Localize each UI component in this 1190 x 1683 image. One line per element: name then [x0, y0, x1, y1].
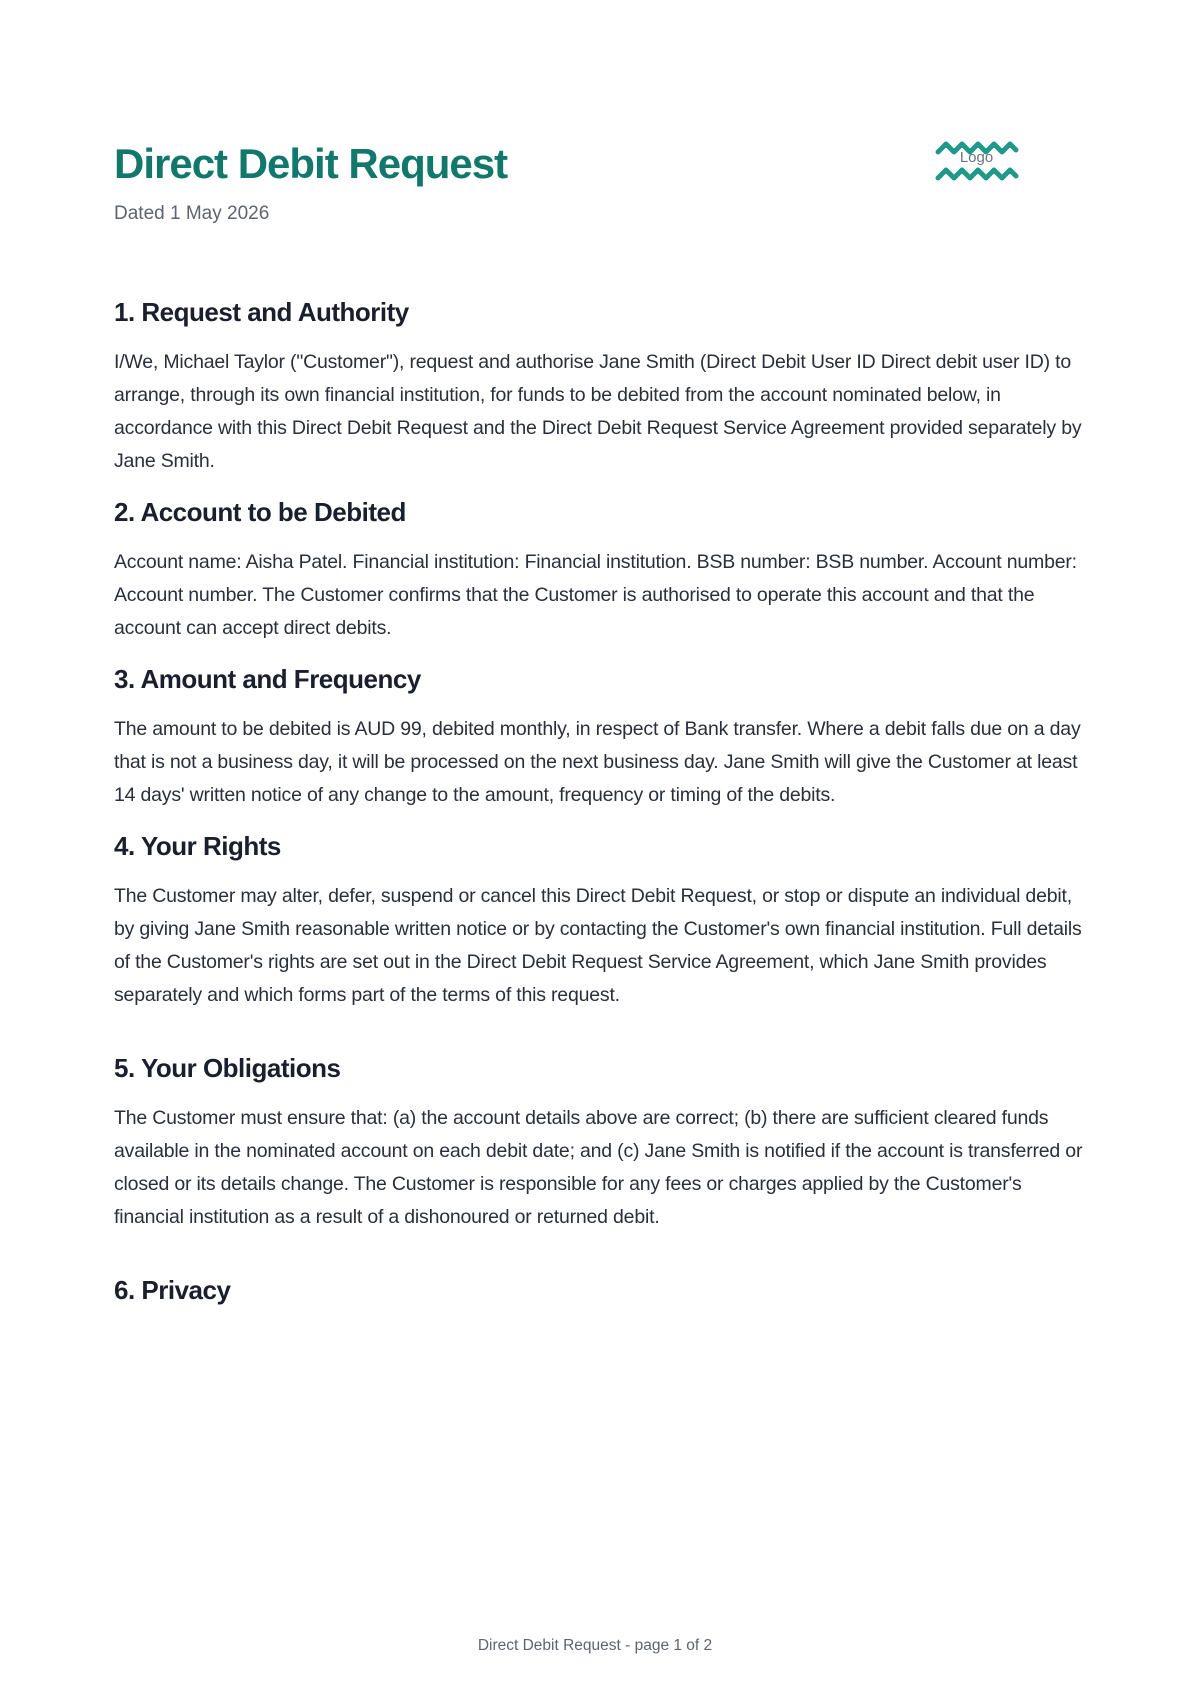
section-body: The Customer may alter, defer, suspend or cancel this Direct Debit Request, or stop or dispute an individual debit, by giving Jane Smith reasonable written notice or by contacting the Customer's own financial institution. Full details of the Customer's rights are set out in the Direct Debit Request Service Agreement, which Jane Smith provides separately and which forms part of the terms of this request.: [114, 885, 1082, 1006]
section-request-and-authority: [114, 292, 1089, 478]
document-body: [114, 292, 1089, 1310]
section-heading: 6. Privacy: [114, 1275, 231, 1305]
company-logo: [934, 138, 1024, 188]
section-body: The Customer must ensure that: (a) the account details above are correct; (b) there are sufficient cleared funds available in the nominated account on each debit date; and (c) Jane Smith is notified if the account is transferred or closed or its details change. The Customer is responsible for any fees or charges applied by the Customer's financial institution as a result of a dishonoured or returned debit.: [114, 1107, 1083, 1228]
page-footer: Direct Debit Request - page 1 of 2: [477, 1637, 713, 1654]
section-account-to-be-debited: [114, 492, 1089, 645]
section-heading: 4. Your Rights: [114, 831, 281, 861]
section-heading: 5. Your Obligations: [114, 1053, 341, 1083]
section-your-obligations: [114, 1048, 1089, 1234]
section-heading: 3. Amount and Frequency: [114, 664, 421, 694]
logo-label: Logo: [959, 149, 994, 166]
document-header: [114, 138, 1034, 238]
section-amount-and-frequency: [114, 659, 1089, 812]
section-body: The amount to be debited is AUD 99, debited monthly, in respect of Bank transfer. Where a debit falls due on a day that is not a business day, it will be processed on the next business day. Jane Smith will give the Customer at least 14 days' written notice of any change to the amount, frequency or timing of the debits.: [114, 718, 1081, 806]
section-body: Account name: Aisha Patel. Financial institution: Financial institution. BSB number: BSB number. Account number: Account number. The Customer confirms that the Customer is authorised to operate this account and that the account can accept direct debits.: [114, 551, 1077, 639]
section-body: I/We, Michael Taylor ("Customer"), request and authorise Jane Smith (Direct Debit User ID Direct debit user ID) to arrange, through its own financial institution, for funds to be debited from the account nominated below, in accordance with this Direct Debit Request and the Direct Debit Request Service Agreement provided separately by Jane Smith.: [114, 351, 1082, 472]
section-heading: 2. Account to be Debited: [114, 497, 406, 527]
section-privacy: [114, 1270, 1089, 1310]
document-date: Dated 1 May 2026: [114, 203, 270, 224]
section-heading: 1. Request and Authority: [114, 297, 409, 327]
section-your-rights: [114, 826, 1089, 1012]
document-title: Direct Debit Request: [114, 140, 508, 187]
